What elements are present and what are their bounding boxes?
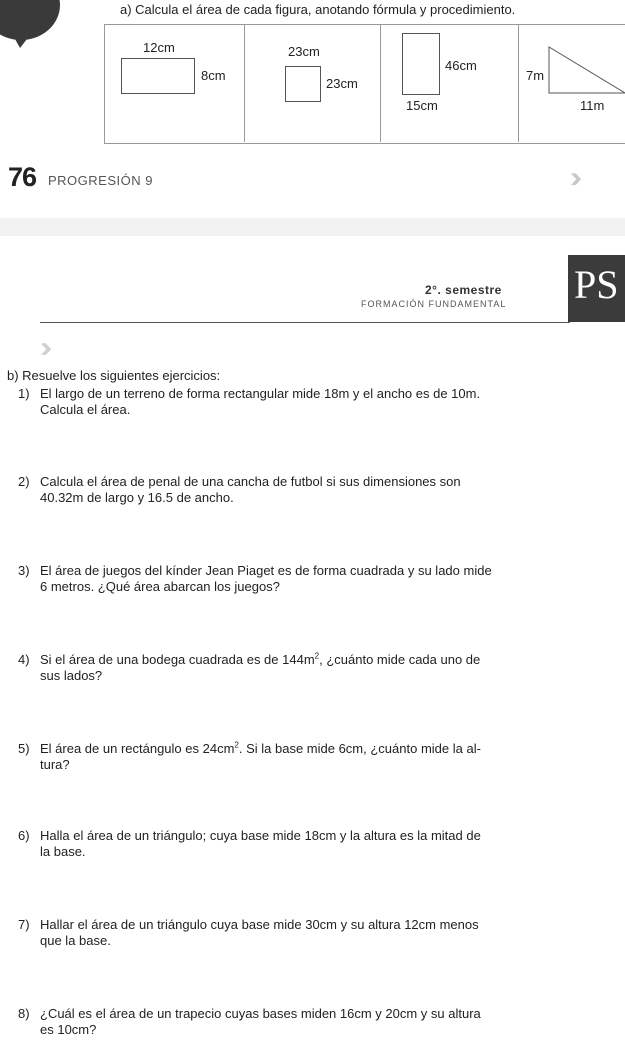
- figure-3-width-label: 15cm: [406, 98, 438, 113]
- exercise-3-text: El área de juegos del kínder Jean Piaget es de forma cuadrada y su lado mide 6 metros. ¿Qué área abarcan los juegos?: [40, 563, 492, 594]
- figure-2-height-label: 23cm: [326, 76, 358, 91]
- exercise-5-number: 5): [18, 741, 30, 756]
- figure-4-base-label: 11m: [580, 98, 605, 113]
- figure-cell-3: [380, 24, 519, 142]
- header-rule: [40, 322, 570, 323]
- figure-1-rectangle: [121, 58, 195, 94]
- part-b-instruction: b) Resuelve los siguientes ejercicios:: [7, 368, 221, 383]
- exercise-7-number: 7): [18, 917, 30, 932]
- figure-1-width-label: 12cm: [143, 40, 175, 55]
- page-number: 76: [8, 162, 37, 192]
- exercise-2-number: 2): [18, 474, 30, 489]
- exercise-8-number: 8): [18, 1006, 30, 1021]
- figure-4-triangle: [548, 46, 625, 94]
- exercise-8-text: ¿Cuál es el área de un trapecio cuyas bases miden 16cm y 20cm y su altura es 10cm?: [40, 1006, 481, 1037]
- exercise-3-number: 3): [18, 563, 30, 578]
- exercise-5-text: El área de un rectángulo es $24cm^2$. Si la base mide 6cm, ¿cuánto mide la al- tura?: [40, 740, 481, 772]
- speech-bubble-tail: [10, 30, 34, 48]
- page-gap: [0, 218, 625, 236]
- exercise-6-number: 6): [18, 828, 30, 843]
- figure-1-height-label: 8cm: [201, 68, 226, 83]
- figure-3-rectangle: [402, 33, 440, 95]
- figure-2-width-label: 23cm: [288, 44, 320, 59]
- exercise-4-number: 4): [18, 652, 30, 667]
- exercise-7-text: Hallar el área de un triángulo cuya base mide 30cm y su altura 12cm menos que la base.: [40, 917, 479, 948]
- exercise-4-text: Si el área de una bodega cuadrada es de $144m^2$, ¿cuánto mide cada uno de sus lados?: [40, 651, 481, 683]
- formacion-label: FORMACIÓN FUNDAMENTAL: [361, 299, 507, 309]
- semester-heading: 2°. semestre: [425, 283, 502, 297]
- figure-4-height-label: 7m: [526, 68, 545, 83]
- exercise-1-text: El largo de un terreno de forma rectangular mide 18m y el ancho es de 10m. Calcula el área.: [40, 386, 481, 417]
- ps-logo: PS: [568, 255, 625, 315]
- ps-logo-bar: [568, 315, 625, 322]
- exercise-6-text: Halla el área de un triángulo; cuya base mide 18cm y la altura es la mitad de la base.: [40, 828, 481, 859]
- exercise-2-text: Calcula el área de penal de una cancha de futbol si sus dimensiones son 40.32m de largo y 16.5 de ancho.: [40, 474, 461, 505]
- chevrons-icon: ›››: [570, 161, 573, 194]
- exercise-1-number: 1): [18, 386, 30, 401]
- figure-2-square: [285, 66, 321, 102]
- progresion-label: PROGRESIÓN 9: [48, 173, 153, 188]
- figure-3-height-label: 46cm: [445, 58, 477, 73]
- chevrons-icon-small: ›››: [40, 331, 43, 364]
- part-a-instruction: a) Calcula el área de cada figura, anotando fórmula y procedimiento.: [120, 2, 516, 17]
